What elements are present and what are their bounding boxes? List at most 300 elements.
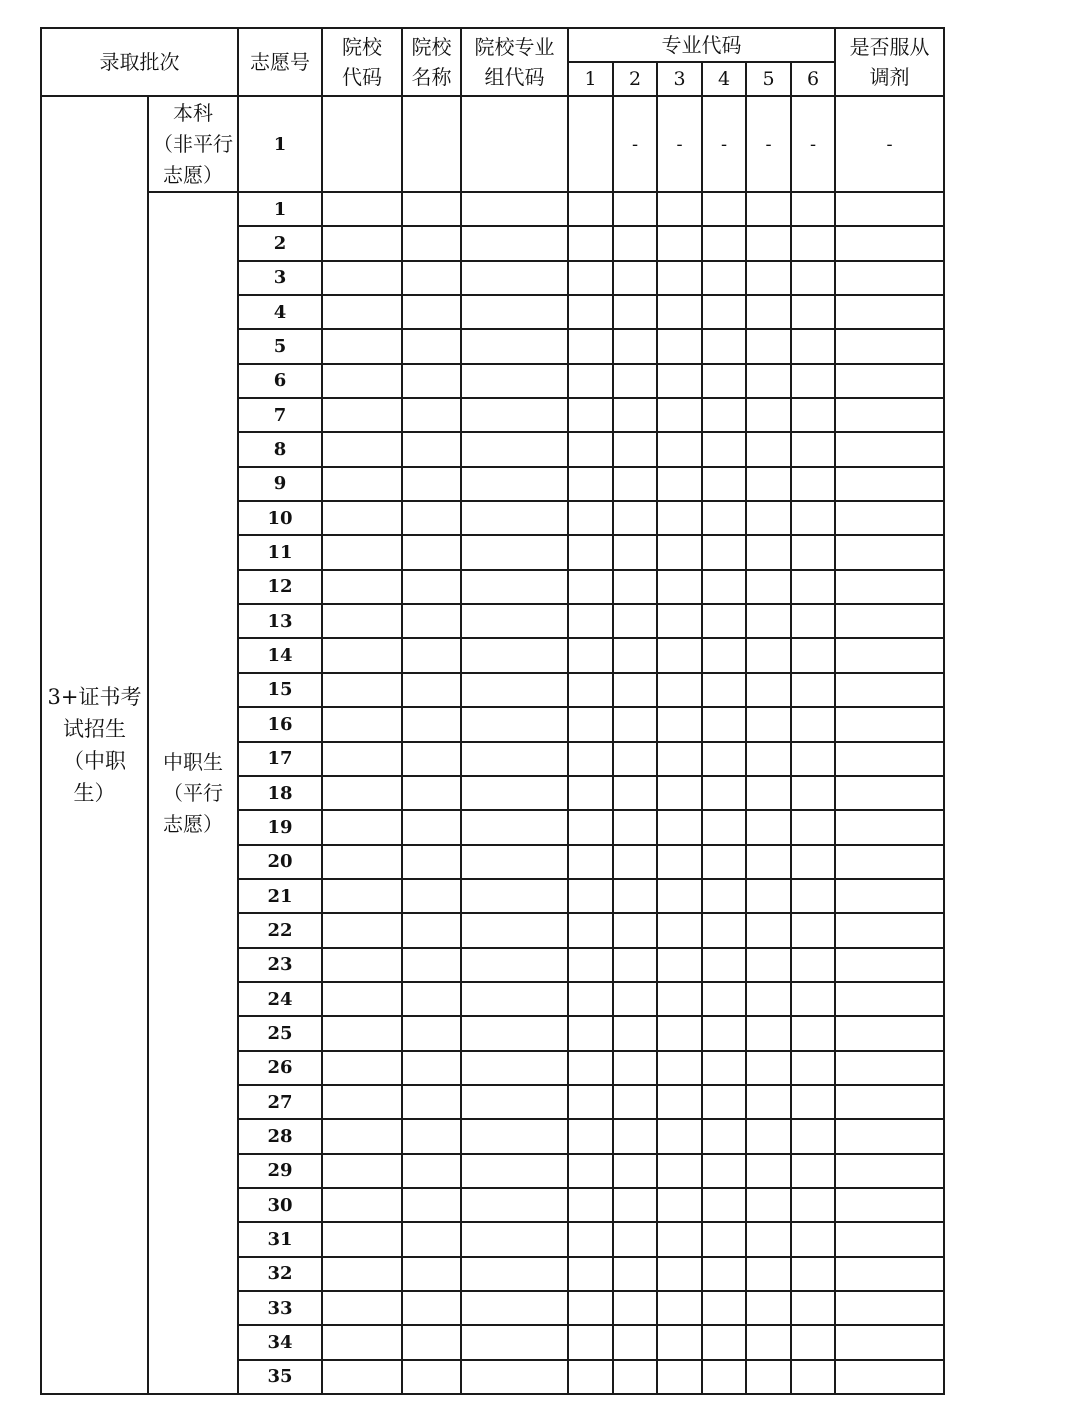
vocational-major-3-cell[interactable] xyxy=(657,1016,702,1050)
vocational-major-2-cell[interactable] xyxy=(613,535,657,569)
vocational-group-code-cell[interactable] xyxy=(461,879,568,913)
vocational-major-4-cell[interactable] xyxy=(702,776,746,810)
vocational-major-5-cell[interactable] xyxy=(746,398,791,432)
vocational-group-code-cell[interactable] xyxy=(461,604,568,638)
vocational-major-5-cell[interactable] xyxy=(746,192,791,226)
vocational-school-code-cell[interactable] xyxy=(322,1154,402,1188)
vocational-major-3-cell[interactable] xyxy=(657,810,702,844)
vocational-major-3-cell[interactable] xyxy=(657,673,702,707)
vocational-major-3-cell[interactable] xyxy=(657,226,702,260)
vocational-major-3-cell[interactable] xyxy=(657,1188,702,1222)
vocational-major-2-cell[interactable] xyxy=(613,261,657,295)
vocational-group-code-cell[interactable] xyxy=(461,776,568,810)
undergrad-school-name-cell[interactable] xyxy=(402,96,461,192)
vocational-major-1-cell[interactable] xyxy=(568,776,613,810)
vocational-major-2-cell[interactable] xyxy=(613,1222,657,1256)
vocational-major-2-cell[interactable] xyxy=(613,1085,657,1119)
vocational-major-2-cell[interactable] xyxy=(613,1188,657,1222)
vocational-major-4-cell[interactable] xyxy=(702,1291,746,1325)
vocational-major-5-cell[interactable] xyxy=(746,295,791,329)
vocational-major-6-cell[interactable] xyxy=(791,1257,835,1291)
vocational-major-2-cell[interactable] xyxy=(613,295,657,329)
vocational-major-4-cell[interactable] xyxy=(702,1222,746,1256)
vocational-major-5-cell[interactable] xyxy=(746,1119,791,1153)
vocational-school-code-cell[interactable] xyxy=(322,226,402,260)
vocational-major-3-cell[interactable] xyxy=(657,1085,702,1119)
vocational-group-code-cell[interactable] xyxy=(461,467,568,501)
vocational-school-name-cell[interactable] xyxy=(402,192,461,226)
vocational-major-4-cell[interactable] xyxy=(702,501,746,535)
vocational-major-5-cell[interactable] xyxy=(746,329,791,363)
vocational-adjust-cell[interactable] xyxy=(835,776,944,810)
vocational-school-code-cell[interactable] xyxy=(322,1291,402,1325)
vocational-group-code-cell[interactable] xyxy=(461,673,568,707)
vocational-major-6-cell[interactable] xyxy=(791,604,835,638)
vocational-school-name-cell[interactable] xyxy=(402,1325,461,1359)
vocational-major-2-cell[interactable] xyxy=(613,638,657,672)
vocational-school-name-cell[interactable] xyxy=(402,810,461,844)
vocational-major-5-cell[interactable] xyxy=(746,1051,791,1085)
vocational-adjust-cell[interactable] xyxy=(835,226,944,260)
vocational-major-6-cell[interactable] xyxy=(791,1154,835,1188)
vocational-adjust-cell[interactable] xyxy=(835,192,944,226)
vocational-school-name-cell[interactable] xyxy=(402,879,461,913)
vocational-school-code-cell[interactable] xyxy=(322,1257,402,1291)
vocational-group-code-cell[interactable] xyxy=(461,1325,568,1359)
vocational-major-6-cell[interactable] xyxy=(791,192,835,226)
vocational-major-1-cell[interactable] xyxy=(568,1360,613,1394)
vocational-major-6-cell[interactable] xyxy=(791,535,835,569)
vocational-major-4-cell[interactable] xyxy=(702,673,746,707)
vocational-school-name-cell[interactable] xyxy=(402,1016,461,1050)
vocational-major-3-cell[interactable] xyxy=(657,501,702,535)
vocational-school-name-cell[interactable] xyxy=(402,1154,461,1188)
vocational-adjust-cell[interactable] xyxy=(835,879,944,913)
vocational-major-4-cell[interactable] xyxy=(702,192,746,226)
vocational-school-code-cell[interactable] xyxy=(322,810,402,844)
vocational-major-4-cell[interactable] xyxy=(702,948,746,982)
vocational-major-1-cell[interactable] xyxy=(568,295,613,329)
vocational-major-5-cell[interactable] xyxy=(746,845,791,879)
vocational-adjust-cell[interactable] xyxy=(835,1119,944,1153)
vocational-adjust-cell[interactable] xyxy=(835,329,944,363)
vocational-major-6-cell[interactable] xyxy=(791,467,835,501)
vocational-major-5-cell[interactable] xyxy=(746,1016,791,1050)
vocational-major-5-cell[interactable] xyxy=(746,535,791,569)
vocational-adjust-cell[interactable] xyxy=(835,398,944,432)
vocational-school-name-cell[interactable] xyxy=(402,1188,461,1222)
vocational-major-6-cell[interactable] xyxy=(791,1222,835,1256)
vocational-school-name-cell[interactable] xyxy=(402,535,461,569)
vocational-major-6-cell[interactable] xyxy=(791,1085,835,1119)
vocational-group-code-cell[interactable] xyxy=(461,1291,568,1325)
vocational-school-code-cell[interactable] xyxy=(322,432,402,466)
vocational-school-name-cell[interactable] xyxy=(402,226,461,260)
vocational-school-name-cell[interactable] xyxy=(402,638,461,672)
vocational-major-3-cell[interactable] xyxy=(657,535,702,569)
vocational-major-3-cell[interactable] xyxy=(657,1222,702,1256)
vocational-major-1-cell[interactable] xyxy=(568,570,613,604)
vocational-major-1-cell[interactable] xyxy=(568,1016,613,1050)
vocational-major-4-cell[interactable] xyxy=(702,1360,746,1394)
vocational-adjust-cell[interactable] xyxy=(835,467,944,501)
vocational-major-3-cell[interactable] xyxy=(657,879,702,913)
vocational-major-2-cell[interactable] xyxy=(613,570,657,604)
vocational-major-2-cell[interactable] xyxy=(613,432,657,466)
vocational-group-code-cell[interactable] xyxy=(461,501,568,535)
undergrad-major-1-cell[interactable] xyxy=(568,96,613,192)
vocational-major-3-cell[interactable] xyxy=(657,1257,702,1291)
vocational-major-1-cell[interactable] xyxy=(568,226,613,260)
vocational-major-2-cell[interactable] xyxy=(613,948,657,982)
vocational-school-name-cell[interactable] xyxy=(402,1051,461,1085)
vocational-group-code-cell[interactable] xyxy=(461,810,568,844)
vocational-major-5-cell[interactable] xyxy=(746,673,791,707)
vocational-major-6-cell[interactable] xyxy=(791,398,835,432)
vocational-school-name-cell[interactable] xyxy=(402,1360,461,1394)
vocational-group-code-cell[interactable] xyxy=(461,1188,568,1222)
vocational-adjust-cell[interactable] xyxy=(835,604,944,638)
vocational-group-code-cell[interactable] xyxy=(461,1051,568,1085)
vocational-major-1-cell[interactable] xyxy=(568,432,613,466)
vocational-major-2-cell[interactable] xyxy=(613,329,657,363)
vocational-group-code-cell[interactable] xyxy=(461,913,568,947)
vocational-group-code-cell[interactable] xyxy=(461,638,568,672)
vocational-major-3-cell[interactable] xyxy=(657,192,702,226)
vocational-adjust-cell[interactable] xyxy=(835,1051,944,1085)
vocational-group-code-cell[interactable] xyxy=(461,1016,568,1050)
vocational-major-4-cell[interactable] xyxy=(702,1016,746,1050)
vocational-major-5-cell[interactable] xyxy=(746,638,791,672)
vocational-major-1-cell[interactable] xyxy=(568,673,613,707)
vocational-major-6-cell[interactable] xyxy=(791,261,835,295)
vocational-major-2-cell[interactable] xyxy=(613,1154,657,1188)
vocational-major-4-cell[interactable] xyxy=(702,432,746,466)
vocational-major-1-cell[interactable] xyxy=(568,1085,613,1119)
vocational-major-6-cell[interactable] xyxy=(791,879,835,913)
vocational-major-3-cell[interactable] xyxy=(657,982,702,1016)
vocational-major-2-cell[interactable] xyxy=(613,1119,657,1153)
vocational-major-1-cell[interactable] xyxy=(568,261,613,295)
vocational-school-code-cell[interactable] xyxy=(322,673,402,707)
vocational-group-code-cell[interactable] xyxy=(461,1360,568,1394)
vocational-major-1-cell[interactable] xyxy=(568,845,613,879)
vocational-school-name-cell[interactable] xyxy=(402,467,461,501)
vocational-major-3-cell[interactable] xyxy=(657,1154,702,1188)
vocational-school-code-cell[interactable] xyxy=(322,776,402,810)
vocational-adjust-cell[interactable] xyxy=(835,707,944,741)
vocational-major-2-cell[interactable] xyxy=(613,364,657,398)
vocational-major-6-cell[interactable] xyxy=(791,1291,835,1325)
vocational-major-3-cell[interactable] xyxy=(657,948,702,982)
vocational-major-1-cell[interactable] xyxy=(568,329,613,363)
vocational-major-4-cell[interactable] xyxy=(702,467,746,501)
vocational-school-name-cell[interactable] xyxy=(402,1291,461,1325)
vocational-major-4-cell[interactable] xyxy=(702,398,746,432)
vocational-major-2-cell[interactable] xyxy=(613,673,657,707)
vocational-major-3-cell[interactable] xyxy=(657,432,702,466)
vocational-school-code-cell[interactable] xyxy=(322,1325,402,1359)
vocational-school-name-cell[interactable] xyxy=(402,329,461,363)
undergrad-group-code-cell[interactable] xyxy=(461,96,568,192)
vocational-major-1-cell[interactable] xyxy=(568,982,613,1016)
vocational-school-code-cell[interactable] xyxy=(322,535,402,569)
vocational-adjust-cell[interactable] xyxy=(835,1257,944,1291)
vocational-major-5-cell[interactable] xyxy=(746,1188,791,1222)
vocational-major-5-cell[interactable] xyxy=(746,501,791,535)
vocational-major-1-cell[interactable] xyxy=(568,501,613,535)
vocational-school-code-cell[interactable] xyxy=(322,261,402,295)
vocational-major-2-cell[interactable] xyxy=(613,879,657,913)
vocational-major-5-cell[interactable] xyxy=(746,226,791,260)
vocational-adjust-cell[interactable] xyxy=(835,810,944,844)
vocational-group-code-cell[interactable] xyxy=(461,845,568,879)
vocational-school-code-cell[interactable] xyxy=(322,192,402,226)
vocational-school-code-cell[interactable] xyxy=(322,879,402,913)
vocational-major-5-cell[interactable] xyxy=(746,364,791,398)
vocational-major-1-cell[interactable] xyxy=(568,810,613,844)
vocational-major-2-cell[interactable] xyxy=(613,1051,657,1085)
vocational-adjust-cell[interactable] xyxy=(835,364,944,398)
vocational-group-code-cell[interactable] xyxy=(461,982,568,1016)
vocational-school-name-cell[interactable] xyxy=(402,398,461,432)
vocational-major-6-cell[interactable] xyxy=(791,501,835,535)
vocational-major-6-cell[interactable] xyxy=(791,982,835,1016)
vocational-adjust-cell[interactable] xyxy=(835,673,944,707)
vocational-school-code-cell[interactable] xyxy=(322,501,402,535)
vocational-major-4-cell[interactable] xyxy=(702,1085,746,1119)
vocational-school-code-cell[interactable] xyxy=(322,398,402,432)
vocational-major-5-cell[interactable] xyxy=(746,261,791,295)
vocational-major-5-cell[interactable] xyxy=(746,570,791,604)
vocational-group-code-cell[interactable] xyxy=(461,1085,568,1119)
vocational-major-3-cell[interactable] xyxy=(657,329,702,363)
vocational-group-code-cell[interactable] xyxy=(461,432,568,466)
vocational-major-6-cell[interactable] xyxy=(791,1360,835,1394)
vocational-major-6-cell[interactable] xyxy=(791,638,835,672)
vocational-adjust-cell[interactable] xyxy=(835,501,944,535)
vocational-major-4-cell[interactable] xyxy=(702,845,746,879)
vocational-major-3-cell[interactable] xyxy=(657,295,702,329)
vocational-school-name-cell[interactable] xyxy=(402,707,461,741)
vocational-school-code-cell[interactable] xyxy=(322,1188,402,1222)
vocational-adjust-cell[interactable] xyxy=(835,432,944,466)
vocational-school-code-cell[interactable] xyxy=(322,295,402,329)
vocational-school-code-cell[interactable] xyxy=(322,707,402,741)
vocational-major-2-cell[interactable] xyxy=(613,192,657,226)
vocational-major-6-cell[interactable] xyxy=(791,1325,835,1359)
vocational-major-3-cell[interactable] xyxy=(657,398,702,432)
vocational-major-4-cell[interactable] xyxy=(702,1325,746,1359)
vocational-major-5-cell[interactable] xyxy=(746,1325,791,1359)
vocational-major-5-cell[interactable] xyxy=(746,467,791,501)
vocational-school-code-cell[interactable] xyxy=(322,570,402,604)
vocational-major-1-cell[interactable] xyxy=(568,913,613,947)
vocational-school-code-cell[interactable] xyxy=(322,329,402,363)
vocational-major-5-cell[interactable] xyxy=(746,1154,791,1188)
vocational-group-code-cell[interactable] xyxy=(461,192,568,226)
vocational-major-6-cell[interactable] xyxy=(791,364,835,398)
vocational-major-1-cell[interactable] xyxy=(568,1154,613,1188)
vocational-major-4-cell[interactable] xyxy=(702,570,746,604)
vocational-adjust-cell[interactable] xyxy=(835,570,944,604)
vocational-adjust-cell[interactable] xyxy=(835,1291,944,1325)
vocational-major-5-cell[interactable] xyxy=(746,1257,791,1291)
vocational-major-6-cell[interactable] xyxy=(791,1119,835,1153)
vocational-major-2-cell[interactable] xyxy=(613,707,657,741)
vocational-major-2-cell[interactable] xyxy=(613,1016,657,1050)
vocational-group-code-cell[interactable] xyxy=(461,364,568,398)
vocational-major-6-cell[interactable] xyxy=(791,913,835,947)
vocational-major-1-cell[interactable] xyxy=(568,879,613,913)
vocational-major-6-cell[interactable] xyxy=(791,570,835,604)
undergrad-school-code-cell[interactable] xyxy=(322,96,402,192)
vocational-school-name-cell[interactable] xyxy=(402,1085,461,1119)
vocational-group-code-cell[interactable] xyxy=(461,226,568,260)
vocational-major-5-cell[interactable] xyxy=(746,982,791,1016)
vocational-group-code-cell[interactable] xyxy=(461,398,568,432)
vocational-major-4-cell[interactable] xyxy=(702,261,746,295)
vocational-school-code-cell[interactable] xyxy=(322,604,402,638)
vocational-major-6-cell[interactable] xyxy=(791,673,835,707)
vocational-adjust-cell[interactable] xyxy=(835,742,944,776)
vocational-major-3-cell[interactable] xyxy=(657,638,702,672)
vocational-school-name-cell[interactable] xyxy=(402,742,461,776)
vocational-major-1-cell[interactable] xyxy=(568,467,613,501)
vocational-school-name-cell[interactable] xyxy=(402,1257,461,1291)
vocational-group-code-cell[interactable] xyxy=(461,329,568,363)
vocational-major-4-cell[interactable] xyxy=(702,329,746,363)
vocational-major-6-cell[interactable] xyxy=(791,742,835,776)
vocational-major-3-cell[interactable] xyxy=(657,1051,702,1085)
vocational-major-5-cell[interactable] xyxy=(746,1291,791,1325)
vocational-school-code-cell[interactable] xyxy=(322,742,402,776)
vocational-major-2-cell[interactable] xyxy=(613,467,657,501)
vocational-major-6-cell[interactable] xyxy=(791,432,835,466)
vocational-adjust-cell[interactable] xyxy=(835,1360,944,1394)
vocational-adjust-cell[interactable] xyxy=(835,1188,944,1222)
vocational-major-3-cell[interactable] xyxy=(657,845,702,879)
vocational-adjust-cell[interactable] xyxy=(835,1085,944,1119)
vocational-school-code-cell[interactable] xyxy=(322,638,402,672)
vocational-major-5-cell[interactable] xyxy=(746,776,791,810)
vocational-adjust-cell[interactable] xyxy=(835,1154,944,1188)
vocational-major-2-cell[interactable] xyxy=(613,398,657,432)
vocational-adjust-cell[interactable] xyxy=(835,295,944,329)
vocational-major-2-cell[interactable] xyxy=(613,845,657,879)
vocational-major-5-cell[interactable] xyxy=(746,432,791,466)
vocational-adjust-cell[interactable] xyxy=(835,1016,944,1050)
vocational-major-1-cell[interactable] xyxy=(568,1051,613,1085)
vocational-major-6-cell[interactable] xyxy=(791,226,835,260)
vocational-school-name-cell[interactable] xyxy=(402,1222,461,1256)
vocational-major-3-cell[interactable] xyxy=(657,742,702,776)
vocational-major-2-cell[interactable] xyxy=(613,1291,657,1325)
vocational-school-code-cell[interactable] xyxy=(322,845,402,879)
vocational-major-5-cell[interactable] xyxy=(746,1085,791,1119)
vocational-group-code-cell[interactable] xyxy=(461,1154,568,1188)
vocational-adjust-cell[interactable] xyxy=(835,638,944,672)
vocational-major-1-cell[interactable] xyxy=(568,948,613,982)
vocational-major-1-cell[interactable] xyxy=(568,742,613,776)
vocational-school-code-cell[interactable] xyxy=(322,948,402,982)
vocational-adjust-cell[interactable] xyxy=(835,535,944,569)
vocational-major-2-cell[interactable] xyxy=(613,1325,657,1359)
vocational-major-1-cell[interactable] xyxy=(568,1291,613,1325)
vocational-major-6-cell[interactable] xyxy=(791,1016,835,1050)
vocational-school-code-cell[interactable] xyxy=(322,1085,402,1119)
vocational-major-1-cell[interactable] xyxy=(568,1257,613,1291)
vocational-adjust-cell[interactable] xyxy=(835,982,944,1016)
vocational-major-5-cell[interactable] xyxy=(746,913,791,947)
vocational-major-4-cell[interactable] xyxy=(702,604,746,638)
vocational-major-6-cell[interactable] xyxy=(791,845,835,879)
vocational-major-2-cell[interactable] xyxy=(613,501,657,535)
vocational-major-2-cell[interactable] xyxy=(613,742,657,776)
vocational-major-2-cell[interactable] xyxy=(613,982,657,1016)
vocational-school-name-cell[interactable] xyxy=(402,776,461,810)
vocational-major-5-cell[interactable] xyxy=(746,604,791,638)
vocational-group-code-cell[interactable] xyxy=(461,261,568,295)
vocational-major-3-cell[interactable] xyxy=(657,776,702,810)
vocational-major-2-cell[interactable] xyxy=(613,1257,657,1291)
vocational-major-1-cell[interactable] xyxy=(568,707,613,741)
vocational-school-name-cell[interactable] xyxy=(402,261,461,295)
vocational-school-code-cell[interactable] xyxy=(322,1016,402,1050)
vocational-major-1-cell[interactable] xyxy=(568,1188,613,1222)
vocational-school-code-cell[interactable] xyxy=(322,467,402,501)
vocational-group-code-cell[interactable] xyxy=(461,742,568,776)
vocational-major-6-cell[interactable] xyxy=(791,810,835,844)
vocational-school-name-cell[interactable] xyxy=(402,501,461,535)
vocational-major-3-cell[interactable] xyxy=(657,261,702,295)
vocational-major-4-cell[interactable] xyxy=(702,226,746,260)
vocational-group-code-cell[interactable] xyxy=(461,1222,568,1256)
vocational-major-1-cell[interactable] xyxy=(568,1119,613,1153)
vocational-major-5-cell[interactable] xyxy=(746,707,791,741)
vocational-major-1-cell[interactable] xyxy=(568,638,613,672)
vocational-major-6-cell[interactable] xyxy=(791,295,835,329)
vocational-major-2-cell[interactable] xyxy=(613,226,657,260)
vocational-major-1-cell[interactable] xyxy=(568,364,613,398)
vocational-major-4-cell[interactable] xyxy=(702,913,746,947)
vocational-major-1-cell[interactable] xyxy=(568,398,613,432)
vocational-major-3-cell[interactable] xyxy=(657,364,702,398)
vocational-major-4-cell[interactable] xyxy=(702,295,746,329)
vocational-major-1-cell[interactable] xyxy=(568,192,613,226)
vocational-major-1-cell[interactable] xyxy=(568,535,613,569)
vocational-major-5-cell[interactable] xyxy=(746,742,791,776)
vocational-school-code-cell[interactable] xyxy=(322,913,402,947)
vocational-school-name-cell[interactable] xyxy=(402,913,461,947)
vocational-major-2-cell[interactable] xyxy=(613,810,657,844)
vocational-major-3-cell[interactable] xyxy=(657,570,702,604)
vocational-adjust-cell[interactable] xyxy=(835,948,944,982)
vocational-major-4-cell[interactable] xyxy=(702,364,746,398)
vocational-major-2-cell[interactable] xyxy=(613,776,657,810)
vocational-school-code-cell[interactable] xyxy=(322,1360,402,1394)
vocational-major-1-cell[interactable] xyxy=(568,1325,613,1359)
vocational-major-4-cell[interactable] xyxy=(702,535,746,569)
vocational-school-code-cell[interactable] xyxy=(322,1119,402,1153)
vocational-adjust-cell[interactable] xyxy=(835,261,944,295)
vocational-school-name-cell[interactable] xyxy=(402,295,461,329)
vocational-major-6-cell[interactable] xyxy=(791,329,835,363)
vocational-group-code-cell[interactable] xyxy=(461,1119,568,1153)
vocational-major-4-cell[interactable] xyxy=(702,1188,746,1222)
vocational-major-1-cell[interactable] xyxy=(568,1222,613,1256)
vocational-major-2-cell[interactable] xyxy=(613,604,657,638)
